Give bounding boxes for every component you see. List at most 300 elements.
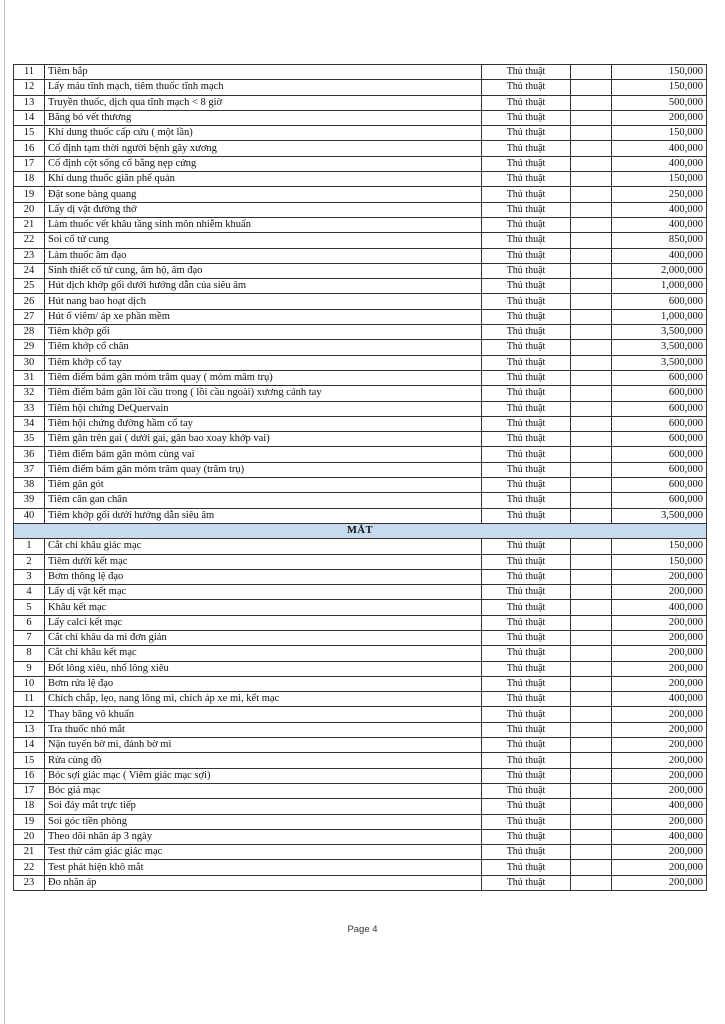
- table-row: [14, 493, 707, 508]
- table-row: [14, 80, 707, 95]
- service-price: 200,000: [612, 646, 707, 661]
- service-type: Thủ thuật: [482, 630, 571, 645]
- service-name: Tiêm khớp gối: [45, 325, 482, 340]
- blank-cell: [571, 829, 612, 844]
- row-number: 15: [14, 126, 45, 141]
- blank-cell: [571, 370, 612, 385]
- blank-cell: [571, 233, 612, 248]
- table-row: [14, 508, 707, 523]
- service-price: 400,000: [612, 248, 707, 263]
- service-type: Thủ thuật: [482, 585, 571, 600]
- table-row: [14, 738, 707, 753]
- service-type: Thủ thuật: [482, 478, 571, 493]
- row-number: 21: [14, 845, 45, 860]
- table-row: [14, 630, 707, 645]
- table-row: [14, 753, 707, 768]
- service-price: 200,000: [612, 585, 707, 600]
- table-row: [14, 279, 707, 294]
- blank-cell: [571, 508, 612, 523]
- service-type: Thủ thuật: [482, 156, 571, 171]
- service-name: Test phát hiện khô mắt: [45, 860, 482, 875]
- row-number: 27: [14, 309, 45, 324]
- service-name: Cắt chỉ khâu giác mạc: [45, 539, 482, 554]
- blank-cell: [571, 110, 612, 125]
- service-price: 150,000: [612, 65, 707, 80]
- service-type: Thủ thuật: [482, 325, 571, 340]
- table-row: [14, 65, 707, 80]
- service-type: Thủ thuật: [482, 233, 571, 248]
- table-row: [14, 783, 707, 798]
- table-section: [14, 523, 707, 538]
- service-type: Thủ thuật: [482, 248, 571, 263]
- row-number: 6: [14, 615, 45, 630]
- service-price: 600,000: [612, 386, 707, 401]
- service-name: Bóc sợi giác mạc ( Viêm giác mạc sợi): [45, 768, 482, 783]
- table-row: [14, 386, 707, 401]
- service-name: Cố định cột sống cổ bằng nẹp cứng: [45, 156, 482, 171]
- service-name: Bơm thông lệ đạo: [45, 569, 482, 584]
- service-name: Tiêm bắp: [45, 65, 482, 80]
- service-name: Hút nang bao hoạt dịch: [45, 294, 482, 309]
- table-row: [14, 95, 707, 110]
- service-price: 200,000: [612, 707, 707, 722]
- row-number: 29: [14, 340, 45, 355]
- blank-cell: [571, 202, 612, 217]
- service-type: Thủ thuật: [482, 294, 571, 309]
- blank-cell: [571, 875, 612, 890]
- row-number: 14: [14, 738, 45, 753]
- service-type: Thủ thuật: [482, 753, 571, 768]
- table-row: [14, 447, 707, 462]
- row-number: 7: [14, 630, 45, 645]
- row-number: 25: [14, 279, 45, 294]
- blank-cell: [571, 187, 612, 202]
- row-number: 26: [14, 294, 45, 309]
- service-price: 200,000: [612, 722, 707, 737]
- service-name: Tiêm gân gót: [45, 478, 482, 493]
- blank-cell: [571, 172, 612, 187]
- service-type: Thủ thuật: [482, 263, 571, 278]
- service-price: 600,000: [612, 370, 707, 385]
- service-name: Lấy calci kết mạc: [45, 615, 482, 630]
- service-name: Đo nhãn áp: [45, 875, 482, 890]
- row-number: 1: [14, 539, 45, 554]
- service-name: Đặt sone bàng quang: [45, 187, 482, 202]
- table-row: [14, 141, 707, 156]
- service-name: Cắt chỉ khâu kết mạc: [45, 646, 482, 661]
- service-price: 150,000: [612, 80, 707, 95]
- blank-cell: [571, 768, 612, 783]
- table-row: [14, 692, 707, 707]
- service-price: 200,000: [612, 569, 707, 584]
- blank-cell: [571, 783, 612, 798]
- table-row: [14, 355, 707, 370]
- service-type: Thủ thuật: [482, 110, 571, 125]
- service-name: Rửa cùng đồ: [45, 753, 482, 768]
- service-type: Thủ thuật: [482, 860, 571, 875]
- service-price: 1,000,000: [612, 309, 707, 324]
- service-name: Tiêm điểm bám gân mỏm trâm quay ( mỏm mâm trụ): [45, 370, 482, 385]
- table-row: [14, 814, 707, 829]
- row-number: 4: [14, 585, 45, 600]
- service-price: 3,500,000: [612, 508, 707, 523]
- table-row: [14, 722, 707, 737]
- row-number: 12: [14, 80, 45, 95]
- table-row: [14, 600, 707, 615]
- service-price: 200,000: [612, 615, 707, 630]
- table-row: [14, 126, 707, 141]
- table-row: [14, 187, 707, 202]
- blank-cell: [571, 569, 612, 584]
- service-name: Soi cổ tử cung: [45, 233, 482, 248]
- row-number: 33: [14, 401, 45, 416]
- blank-cell: [571, 416, 612, 431]
- service-type: Thủ thuật: [482, 539, 571, 554]
- table-row: [14, 156, 707, 171]
- service-price: 850,000: [612, 233, 707, 248]
- row-number: 16: [14, 141, 45, 156]
- table-row: [14, 370, 707, 385]
- row-number: 3: [14, 569, 45, 584]
- price-table: [13, 64, 707, 891]
- row-number: 32: [14, 386, 45, 401]
- row-number: 23: [14, 248, 45, 263]
- service-type: Thủ thuật: [482, 615, 571, 630]
- service-price: 400,000: [612, 799, 707, 814]
- page-footer: Page 4: [347, 924, 378, 935]
- service-price: 150,000: [612, 172, 707, 187]
- row-number: 31: [14, 370, 45, 385]
- blank-cell: [571, 279, 612, 294]
- service-price: 200,000: [612, 814, 707, 829]
- service-type: Thủ thuật: [482, 95, 571, 110]
- table-row: [14, 294, 707, 309]
- row-number: 20: [14, 829, 45, 844]
- service-price: 400,000: [612, 156, 707, 171]
- service-price: 200,000: [612, 110, 707, 125]
- service-type: Thủ thuật: [482, 309, 571, 324]
- service-type: Thủ thuật: [482, 814, 571, 829]
- blank-cell: [571, 126, 612, 141]
- table-body-part-1: [14, 65, 707, 524]
- table-row: [14, 661, 707, 676]
- table-row: [14, 432, 707, 447]
- blank-cell: [571, 554, 612, 569]
- blank-cell: [571, 707, 612, 722]
- table-body-part-2: [14, 539, 707, 891]
- table-row: [14, 263, 707, 278]
- service-name: Tiêm cân gan chân: [45, 493, 482, 508]
- service-price: 200,000: [612, 738, 707, 753]
- service-type: Thủ thuật: [482, 432, 571, 447]
- row-number: 22: [14, 860, 45, 875]
- blank-cell: [571, 539, 612, 554]
- row-number: 11: [14, 692, 45, 707]
- service-type: Thủ thuật: [482, 508, 571, 523]
- service-price: 200,000: [612, 630, 707, 645]
- service-name: Bơm rửa lệ đạo: [45, 676, 482, 691]
- service-type: Thủ thuật: [482, 202, 571, 217]
- service-name: Làm thuốc âm đạo: [45, 248, 482, 263]
- service-name: Bóc giả mạc: [45, 783, 482, 798]
- table-row: [14, 615, 707, 630]
- blank-cell: [571, 156, 612, 171]
- blank-cell: [571, 263, 612, 278]
- blank-cell: [571, 585, 612, 600]
- section-header-row: [14, 523, 707, 538]
- service-type: Thủ thuật: [482, 722, 571, 737]
- row-number: 30: [14, 355, 45, 370]
- row-number: 14: [14, 110, 45, 125]
- row-number: 37: [14, 462, 45, 477]
- service-price: 500,000: [612, 95, 707, 110]
- service-price: 600,000: [612, 401, 707, 416]
- service-price: 600,000: [612, 447, 707, 462]
- service-price: 600,000: [612, 432, 707, 447]
- service-type: Thủ thuật: [482, 172, 571, 187]
- blank-cell: [571, 447, 612, 462]
- table-row: [14, 110, 707, 125]
- row-number: 20: [14, 202, 45, 217]
- table-row: [14, 875, 707, 890]
- service-price: 200,000: [612, 753, 707, 768]
- service-type: Thủ thuật: [482, 845, 571, 860]
- table-row: [14, 478, 707, 493]
- blank-cell: [571, 738, 612, 753]
- table-row: [14, 248, 707, 263]
- blank-cell: [571, 386, 612, 401]
- table-row: [14, 676, 707, 691]
- service-name: Nặn tuyến bờ mi, đánh bờ mi: [45, 738, 482, 753]
- service-type: Thủ thuật: [482, 65, 571, 80]
- row-number: 13: [14, 95, 45, 110]
- service-name: Khí dung thuốc cấp cứu ( một lần): [45, 126, 482, 141]
- blank-cell: [571, 692, 612, 707]
- service-name: Soi góc tiền phòng: [45, 814, 482, 829]
- service-price: 200,000: [612, 676, 707, 691]
- blank-cell: [571, 248, 612, 263]
- service-type: Thủ thuật: [482, 661, 571, 676]
- service-name: Thay băng vô khuẩn: [45, 707, 482, 722]
- row-number: 9: [14, 661, 45, 676]
- row-number: 35: [14, 432, 45, 447]
- row-number: 2: [14, 554, 45, 569]
- service-type: Thủ thuật: [482, 279, 571, 294]
- table-row: [14, 845, 707, 860]
- service-type: Thủ thuật: [482, 569, 571, 584]
- row-number: 18: [14, 172, 45, 187]
- service-price: 1,000,000: [612, 279, 707, 294]
- table-row: [14, 401, 707, 416]
- service-name: Tiêm hội chứng đường hầm cổ tay: [45, 416, 482, 431]
- row-number: 12: [14, 707, 45, 722]
- service-type: Thủ thuật: [482, 462, 571, 477]
- service-price: 250,000: [612, 187, 707, 202]
- service-name: Tra thuốc nhỏ mắt: [45, 722, 482, 737]
- blank-cell: [571, 401, 612, 416]
- service-type: Thủ thuật: [482, 768, 571, 783]
- blank-cell: [571, 814, 612, 829]
- row-number: 15: [14, 753, 45, 768]
- service-type: Thủ thuật: [482, 799, 571, 814]
- service-type: Thủ thuật: [482, 646, 571, 661]
- service-price: 200,000: [612, 860, 707, 875]
- blank-cell: [571, 493, 612, 508]
- service-name: Tiêm điểm bám gân mỏm trâm quay (trâm trụ): [45, 462, 482, 477]
- service-type: Thủ thuật: [482, 416, 571, 431]
- service-type: Thủ thuật: [482, 554, 571, 569]
- service-type: Thủ thuật: [482, 676, 571, 691]
- blank-cell: [571, 722, 612, 737]
- row-number: 24: [14, 263, 45, 278]
- blank-cell: [571, 630, 612, 645]
- service-type: Thủ thuật: [482, 783, 571, 798]
- blank-cell: [571, 325, 612, 340]
- row-number: 36: [14, 447, 45, 462]
- table-row: [14, 309, 707, 324]
- blank-cell: [571, 845, 612, 860]
- service-name: Băng bó vết thương: [45, 110, 482, 125]
- service-price: 400,000: [612, 692, 707, 707]
- blank-cell: [571, 309, 612, 324]
- service-price: 200,000: [612, 768, 707, 783]
- service-price: 400,000: [612, 217, 707, 232]
- service-name: Tiêm khớp cổ tay: [45, 355, 482, 370]
- service-name: Theo dõi nhãn áp 3 ngày: [45, 829, 482, 844]
- service-type: Thủ thuật: [482, 829, 571, 844]
- row-number: 13: [14, 722, 45, 737]
- row-number: 10: [14, 676, 45, 691]
- table-row: [14, 585, 707, 600]
- service-name: Truyền thuốc, dịch qua tĩnh mạch < 8 giờ: [45, 95, 482, 110]
- row-number: 19: [14, 814, 45, 829]
- blank-cell: [571, 65, 612, 80]
- service-name: Khí dung thuốc giãn phế quản: [45, 172, 482, 187]
- blank-cell: [571, 753, 612, 768]
- row-number: 17: [14, 783, 45, 798]
- service-price: 150,000: [612, 539, 707, 554]
- service-price: 600,000: [612, 294, 707, 309]
- blank-cell: [571, 80, 612, 95]
- table-row: [14, 539, 707, 554]
- service-price: 200,000: [612, 783, 707, 798]
- table-row: [14, 202, 707, 217]
- row-number: 40: [14, 508, 45, 523]
- service-type: Thủ thuật: [482, 355, 571, 370]
- blank-cell: [571, 646, 612, 661]
- service-name: Hút dịch khớp gối dưới hướng dẫn của siêu âm: [45, 279, 482, 294]
- service-price: 3,500,000: [612, 340, 707, 355]
- service-type: Thủ thuật: [482, 875, 571, 890]
- service-name: Tiêm dưới kết mạc: [45, 554, 482, 569]
- service-name: Sinh thiết cổ tử cung, âm hộ, âm đạo: [45, 263, 482, 278]
- blank-cell: [571, 600, 612, 615]
- service-price: 200,000: [612, 875, 707, 890]
- table-row: [14, 233, 707, 248]
- row-number: 5: [14, 600, 45, 615]
- service-type: Thủ thuật: [482, 447, 571, 462]
- service-price: 400,000: [612, 600, 707, 615]
- service-name: Chích chắp, lẹo, nang lông mi, chích áp xe mi, kết mạc: [45, 692, 482, 707]
- service-name: Tiêm gân trên gai ( dưới gai, gân bao xoay khớp vai): [45, 432, 482, 447]
- service-price: 400,000: [612, 202, 707, 217]
- service-name: Tiêm khớp gối dưới hướng dẫn siêu âm: [45, 508, 482, 523]
- row-number: 16: [14, 768, 45, 783]
- blank-cell: [571, 462, 612, 477]
- service-name: Khâu kết mạc: [45, 600, 482, 615]
- table-row: [14, 416, 707, 431]
- service-price: 600,000: [612, 416, 707, 431]
- table-row: [14, 554, 707, 569]
- service-name: Soi đáy mắt trực tiếp: [45, 799, 482, 814]
- service-type: Thủ thuật: [482, 707, 571, 722]
- service-type: Thủ thuật: [482, 141, 571, 156]
- service-type: Thủ thuật: [482, 126, 571, 141]
- service-type: Thủ thuật: [482, 340, 571, 355]
- blank-cell: [571, 478, 612, 493]
- blank-cell: [571, 340, 612, 355]
- service-name: Tiêm hội chứng DeQuervain: [45, 401, 482, 416]
- row-number: 21: [14, 217, 45, 232]
- table-row: [14, 172, 707, 187]
- service-name: Lấy máu tĩnh mạch, tiêm thuốc tĩnh mạch: [45, 80, 482, 95]
- row-number: 19: [14, 187, 45, 202]
- service-type: Thủ thuật: [482, 370, 571, 385]
- service-price: 600,000: [612, 493, 707, 508]
- row-number: 23: [14, 875, 45, 890]
- service-type: Thủ thuật: [482, 401, 571, 416]
- service-price: 200,000: [612, 661, 707, 676]
- service-type: Thủ thuật: [482, 80, 571, 95]
- table-row: [14, 768, 707, 783]
- service-price: 3,500,000: [612, 325, 707, 340]
- row-number: 11: [14, 65, 45, 80]
- service-price: 600,000: [612, 478, 707, 493]
- blank-cell: [571, 355, 612, 370]
- service-type: Thủ thuật: [482, 692, 571, 707]
- row-number: 22: [14, 233, 45, 248]
- service-price: 2,000,000: [612, 263, 707, 278]
- service-type: Thủ thuật: [482, 600, 571, 615]
- table-row: [14, 325, 707, 340]
- blank-cell: [571, 615, 612, 630]
- service-type: Thủ thuật: [482, 493, 571, 508]
- table-row: [14, 799, 707, 814]
- row-number: 8: [14, 646, 45, 661]
- service-name: Lấy dị vật đường thở: [45, 202, 482, 217]
- service-type: Thủ thuật: [482, 217, 571, 232]
- table-row: [14, 829, 707, 844]
- service-name: Hút ổ viêm/ áp xe phần mềm: [45, 309, 482, 324]
- service-name: Cắt chỉ khâu da mi đơn giản: [45, 630, 482, 645]
- service-name: Làm thuốc vết khâu tầng sinh môn nhiễm khuẩn: [45, 217, 482, 232]
- table-row: [14, 646, 707, 661]
- blank-cell: [571, 860, 612, 875]
- blank-cell: [571, 141, 612, 156]
- service-name: Cố định tạm thời người bệnh gãy xương: [45, 141, 482, 156]
- table-row: [14, 340, 707, 355]
- section-title: MẮT: [14, 523, 707, 538]
- blank-cell: [571, 294, 612, 309]
- service-name: Test thử cảm giác giác mạc: [45, 845, 482, 860]
- table-row: [14, 860, 707, 875]
- blank-cell: [571, 217, 612, 232]
- service-name: Đốt lông xiêu, nhổ lông xiêu: [45, 661, 482, 676]
- service-name: Tiêm điểm bám gân lồi cầu trong ( lồi cầu ngoài) xương cánh tay: [45, 386, 482, 401]
- service-price: 400,000: [612, 829, 707, 844]
- service-price: 150,000: [612, 126, 707, 141]
- table-row: [14, 462, 707, 477]
